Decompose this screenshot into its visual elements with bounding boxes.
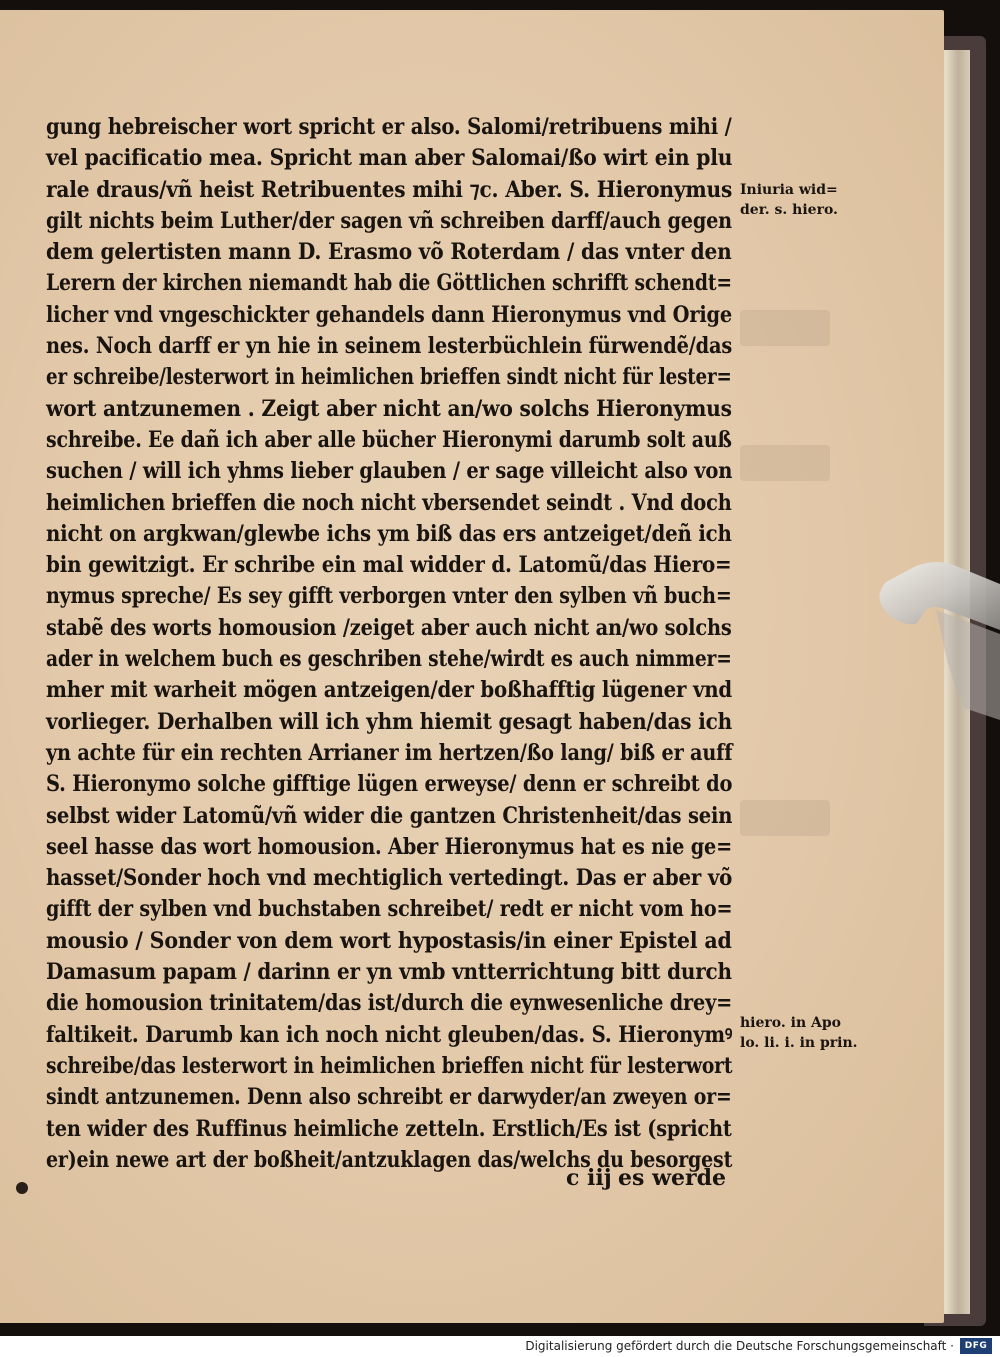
text-line: gifft der sylben vnd buchstaben schreibet/ redt er nicht vom ho= — [46, 896, 733, 923]
text-line: mousio / Sonder von dem wort hypostasis/in einer Epistel ad — [46, 927, 732, 954]
text-line: vel pacificatio mea. Spricht man aber Salomai/ßo wirt ein plu — [46, 145, 733, 172]
text-line: nymus spreche/ Es sey gifft verborgen vnter den sylben vñ buch= — [46, 583, 732, 610]
text-line: ader in welchem buch es geschriben stehe/wirdt es auch nimmer= — [46, 646, 732, 673]
text-line: er)ein newe art der boßheit/antzuklagen das/welchs du besorgest — [46, 1146, 733, 1173]
text-line: selbst wider Latomũ/vñ wider die gantzen Christenheit/das sein — [46, 802, 733, 829]
margin-note-line: hiero. in Apo — [740, 1015, 841, 1031]
text-line: vorlieger. Derhalben will ich yhm hiemit gesagt haben/das ich — [46, 708, 733, 735]
text-line: suchen / will ich yhms lieber glauben / er sage villeicht also von — [46, 458, 733, 485]
page-hole — [16, 1182, 28, 1194]
text-line: nes. Noch darff er yn hie in seinem lesterbüchlein fürwendẽ/das — [46, 333, 733, 360]
body-text — [46, 112, 732, 1176]
book-page — [0, 10, 944, 1323]
text-line: Damasum papam / darinn er yn vmb vntterrichtung bitt durch — [46, 959, 732, 986]
text-line: gilt nichts beim Luther/der sagen vñ schreiben darff/auch gegen — [46, 207, 732, 234]
text-line: stabẽ des worts homousion /zeiget aber auch nicht an/wo solchs — [46, 614, 732, 641]
digitization-footer — [0, 1336, 1000, 1357]
text-line: heimlichen brieffen die noch nicht vbersendet seindt . Vnd doch — [46, 489, 732, 516]
text-line: seel hasse das wort homousion. Aber Hieronymus hat es nie ge= — [46, 833, 733, 860]
margin-note-line: der. s. hiero. — [740, 202, 838, 218]
funding-credit: Digitalisierung gefördert durch die Deutsche Forschungsgemeinschaft · — [525, 1339, 954, 1353]
text-line: dem gelertisten mann D. Erasmo võ Roterdam / das vnter den — [46, 239, 732, 266]
text-line: er schreibe/lesterwort in heimlichen brieffen sindt nicht für lester= — [46, 364, 732, 391]
text-line: S. Hieronymo solche gifftige lügen erweyse/ denn er schreibt do — [46, 771, 733, 798]
page-footer-line — [46, 1165, 732, 1197]
text-line: rale draus/vñ heist Retribuentes mihi ⁊c. Aber. S. Hieronymus — [46, 176, 733, 203]
margin-note-line: lo. li. i. in prin. — [740, 1035, 858, 1051]
text-line: schreibe/das lesterwort in heimlichen brieffen nicht für lesterwort — [46, 1052, 733, 1079]
text-line: hasset/Sonder hoch vnd mechtiglich vertedingt. Das er aber võ — [46, 865, 733, 892]
text-line: gung hebreischer wort spricht er also. Salomi/retribuens mihi / — [46, 114, 732, 140]
text-line: licher vnd vngeschickter gehandels dann Hieronymus vnd Orige — [46, 301, 733, 328]
catchword: es werde — [618, 1165, 726, 1191]
text-line: wort antzunemen . Zeigt aber nicht an/wo solchs Hieronymus — [46, 395, 732, 422]
text-line: nicht on argkwan/glewbe ichs ym biß das ers antzeiget/deñ ich — [46, 520, 732, 547]
text-line: mher mit warheit mögen antzeigen/der boßhafftig lügener vnd — [46, 677, 733, 704]
text-line: yn achte für ein rechten Arrianer im hertzen/ßo lang/ biß er auff — [46, 739, 733, 766]
margin-note-hiero — [740, 1013, 880, 1053]
text-line: Lerern der kirchen niemandt hab die Göttlichen schrifft schendt= — [46, 270, 732, 297]
text-line: bin gewitzigt. Er schribe ein mal widder d. Latomũ/das Hiero= — [46, 552, 732, 579]
bleed-through-mark — [740, 800, 830, 836]
text-line: schreibe. Ee dañ ich aber alle bücher Hieronymi darumb solt auß — [46, 426, 732, 453]
text-line: die homousion trinitatem/das ist/durch die eynwesenliche drey= — [46, 990, 733, 1017]
margin-note-iniuria — [740, 180, 880, 220]
glass-weight-clip — [876, 560, 1000, 720]
dfg-logo: DFG — [960, 1338, 992, 1354]
margin-note-line: Iniuria wid= — [740, 182, 838, 198]
text-line: faltikeit. Darumb kan ich noch nicht gleuben/das. S. Hieronymꝰ — [46, 1021, 733, 1048]
bleed-through-mark — [740, 445, 830, 481]
bleed-through-mark — [740, 310, 830, 346]
signature-mark: c iij — [566, 1165, 612, 1191]
text-line: ten wider des Ruffinus heimliche zetteln. Erstlich/Es ist (spricht — [46, 1115, 732, 1142]
text-line: sindt antzunemen. Denn also schreibt er darwyder/an zweyen or= — [46, 1084, 732, 1111]
